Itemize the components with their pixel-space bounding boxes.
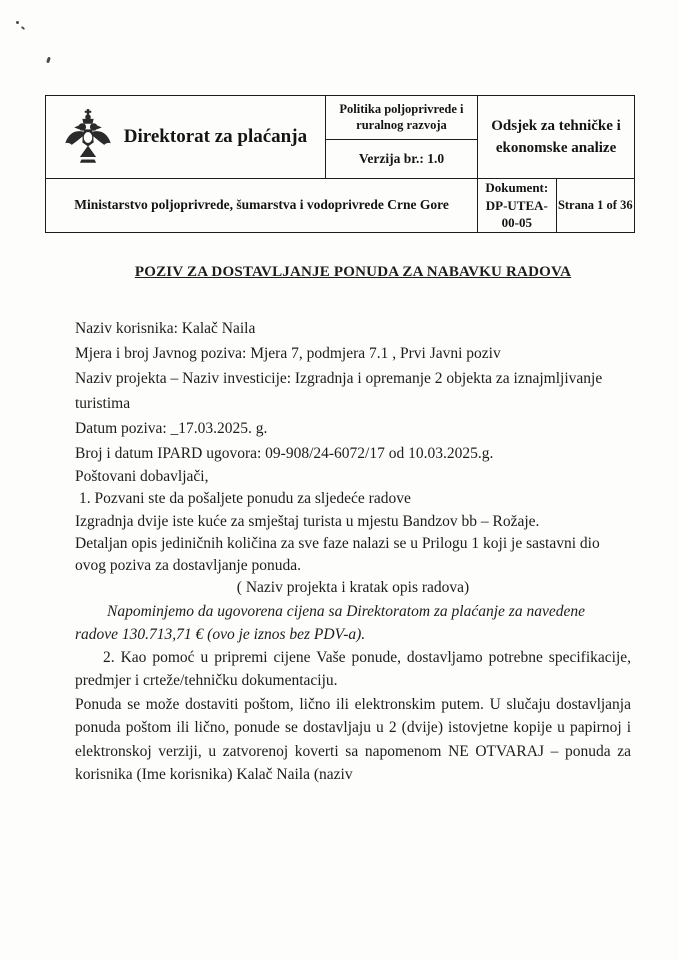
delivery-instructions: Ponuda se može dostaviti poštom, lično ili elektronskim putem. U slučaju dostavljanja ponuda poštom ili lično, ponude se dostavljaju u 2 (dvije) istovjetne kopije u papirnoj i elektronskoj verziji, u zatvorenoj koverti sa napomenom NE OTVARAJ – ponuda za korisnika (Ime korisnika) Kalač Naila (naziv bbox=[75, 695, 631, 784]
project-caption: ( Naziv projekta i kratak opis radova) bbox=[236, 579, 470, 597]
page-number-label: Strana 1 of 36 bbox=[556, 179, 634, 233]
document-code-label: Dokument: DP-UTEA-00-05 bbox=[478, 179, 556, 233]
field-call-date: Datum poziva: _17.03.2025. g. bbox=[75, 419, 268, 437]
ministry-label: Ministarstvo poljoprivrede, šumarstva i vodoprivrede Crne Gore bbox=[46, 179, 478, 233]
document-header-table bbox=[45, 95, 635, 233]
montenegro-coat-of-arms-icon bbox=[62, 109, 114, 166]
field-ipard-contract: Broj i datum IPARD ugovora: 09-908/24-6072/17 od 10.03.2025.g. bbox=[75, 444, 494, 462]
document-title: POZIV ZA DOSTAVLJANJE PONUDA ZA NABAVKU RADOVA bbox=[134, 264, 572, 280]
works-description: Izgradnja dvije iste kuće za smještaj turista u mjestu Bandzov bb – Rožaje. bbox=[75, 512, 540, 530]
scan-artifact bbox=[46, 57, 51, 64]
document-fields bbox=[75, 316, 631, 466]
header-cell-directorate bbox=[46, 96, 326, 179]
header-cell-policy-version bbox=[325, 96, 477, 179]
version-label: Verzija br.: 1.0 bbox=[358, 150, 445, 166]
field-beneficiary-name: Naziv korisnika: Kalač Naila bbox=[75, 319, 256, 337]
scan-artifact bbox=[16, 21, 19, 24]
detail-note: Detaljan opis jediničnih količina za sve faze nalazi se u Prilogu 1 koji je sastavni dio ovog poziva za dostavljanje ponuda. bbox=[75, 535, 600, 575]
directorate-title: Direktorat za plaćanja bbox=[123, 126, 308, 148]
contract-price-note: Napominjemo da ugovorena cijena sa Direktoratom za plaćanje za navedene radove 130.713,71 € (ovo je iznos bez PDV-a). bbox=[75, 602, 585, 643]
department-label: Odsjek za tehničke i ekonomske analize bbox=[478, 96, 635, 179]
salutation-line: Poštovani dobavljači, bbox=[75, 467, 209, 485]
field-measure-and-call: Mjera i broj Javnog poziva: Mjera 7, podmjera 7.1 , Prvi Javni poziv bbox=[75, 344, 501, 362]
scan-artifact bbox=[21, 26, 25, 30]
policy-label: Politika poljoprivrede i ruralnog razvoja bbox=[326, 97, 477, 140]
field-project-name: Naziv projekta – Naziv investicije: Izgradnja i opremanje 2 objekta za iznajmljivanje turistima bbox=[75, 369, 603, 412]
list-item-2: 2. Kao pomoć u pripremi cijene Vaše ponude, dostavljamo potrebne specifikacije, predmjer i crteže/tehničku dokumentaciju. bbox=[75, 648, 631, 690]
document-body bbox=[75, 262, 631, 787]
list-item-1: 1. Pozvani ste da pošaljete ponudu za sljedeće radove bbox=[79, 490, 411, 508]
